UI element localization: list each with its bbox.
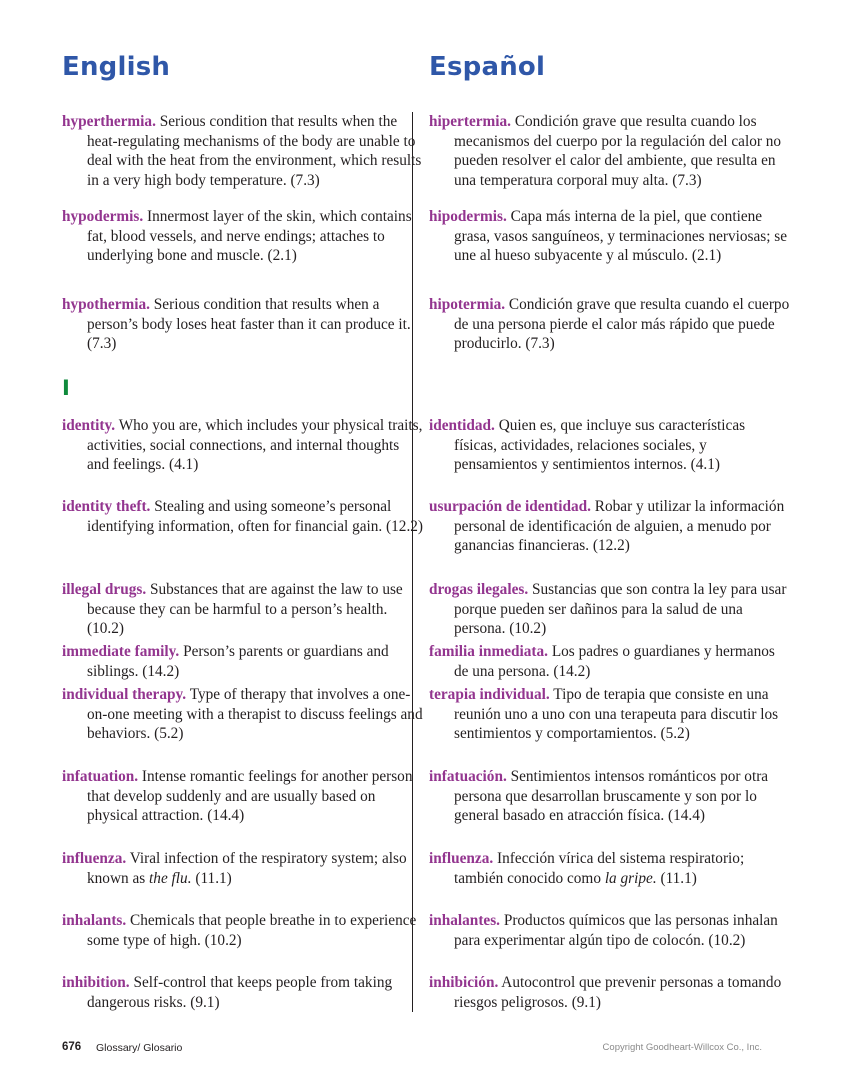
entry-definition: Intense romantic feelings for another person that develop suddenly and are usually based on physical attraction. (14.4): [87, 768, 413, 825]
entry-term: identidad.: [429, 417, 495, 434]
entry-definition: Serious condition that results when the heat-regulating mechanisms of the body are unable to deal with the heat from the environment, which results in a very high body temperature. (7.3): [87, 113, 422, 189]
entry-definition: Sustancias que son contra la ley para usar porque pueden ser dañinos para la salud de una persona. (10.2): [454, 581, 787, 638]
entry-definition: Quien es, que incluye sus características físicas, actividades, relaciones sociales, y pensamientos y sentimientos internos. (4.1): [454, 417, 746, 474]
glossary-entry-en: [62, 112, 423, 190]
entry-definition: Person’s parents or guardians and siblings. (14.2): [87, 643, 389, 680]
entry-term: inhalantes.: [429, 912, 500, 929]
entry-definition-italic: la gripe.: [604, 869, 657, 887]
entry-definition: Condición grave que resulta cuando el cuerpo de una persona pierde el calor más rápido que puede producirlo. (7.3): [454, 296, 790, 353]
entry-term: familia inmediata.: [429, 643, 548, 660]
glossary-entry-en: [62, 849, 423, 888]
glossary-entry-en: [62, 580, 423, 639]
entry-term: hyperthermia.: [62, 113, 156, 130]
glossary-entry-es: [429, 685, 790, 744]
entry-term: terapia individual.: [429, 686, 550, 703]
entry-definition: Who you are, which includes your physical traits, activities, social connections, and internal thoughts and feelings. (4.1): [87, 417, 423, 474]
glossary-entry-es: [429, 580, 790, 639]
english-heading: English: [62, 52, 171, 82]
glossary-entry-es: [429, 497, 790, 556]
entry-term: hypothermia.: [62, 296, 150, 313]
entry-definition: Chemicals that people breathe in to experience some type of high. (10.2): [87, 912, 417, 949]
glossary-entry-es: [429, 642, 790, 681]
entry-definition: Robar y utilizar la información personal de identificación de alguien, a menudo por ganancias financieras. (12.2): [454, 498, 785, 555]
entry-definition: Infección vírica del sistema respiratorio; también conocido como: [454, 850, 745, 887]
entry-term: hipertermia.: [429, 113, 511, 130]
entry-definition: Capa más interna de la piel, que contiene grasa, vasos sanguíneos, y terminaciones nerviosas; se une al hueso subyacente y al músculo. (2.1): [454, 208, 788, 265]
glossary-entry-es: [429, 849, 790, 888]
entry-definition: Tipo de terapia que consiste en una reunión uno a uno con una terapeuta para discutir los sentimientos y comportamientos. (5.2): [454, 686, 779, 743]
page-number: 676: [62, 1041, 82, 1053]
glossary-entry-en: [62, 295, 423, 354]
glossary-entry-es: [429, 416, 790, 475]
entry-term: immediate family.: [62, 643, 180, 660]
entry-term: influenza.: [429, 850, 494, 867]
glossary-entry-es: [429, 973, 790, 1012]
entry-term: inhibition.: [62, 974, 130, 991]
section-title: Glossary/ Glosario: [96, 1042, 183, 1054]
entry-definition: Type of therapy that involves a one-on-one meeting with a therapist to discuss feelings and behaviors. (5.2): [87, 686, 423, 743]
glossary-entry-en: [62, 497, 423, 536]
glossary-entry-es: [429, 112, 790, 190]
glossary-entry-en: [62, 416, 423, 475]
section-letter: I: [62, 376, 70, 400]
glossary-entry-en: [62, 642, 423, 681]
glossary-entry-en: [62, 207, 423, 266]
glossary-entry-es: [429, 295, 790, 354]
entry-term: infatuación.: [429, 768, 507, 785]
entry-definition-italic: the flu.: [149, 869, 192, 887]
entry-term: infatuation.: [62, 768, 139, 785]
entry-term: hipodermis.: [429, 208, 507, 225]
entry-definition-ref: (11.1): [660, 869, 697, 887]
entry-definition: Substances that are against the law to use because they can be harmful to a person’s health. (10.2): [87, 581, 403, 638]
glossary-entry-en: [62, 973, 423, 1012]
glossary-entry-en: [62, 911, 423, 950]
entry-definition: Productos químicos que las personas inhalan para experimentar algún tipo de colocón. (10.2): [454, 912, 778, 949]
entry-term: influenza.: [62, 850, 127, 867]
entry-term: hypodermis.: [62, 208, 144, 225]
entry-definition: Serious condition that results when a person’s body loses heat faster than it can produce it. (7.3): [87, 296, 411, 353]
entry-term: usurpación de identidad.: [429, 498, 591, 515]
entry-definition: Self-control that keeps people from taking dangerous risks. (9.1): [87, 974, 393, 1011]
entry-term: hipotermia.: [429, 296, 506, 313]
entry-term: illegal drugs.: [62, 581, 147, 598]
glossary-entry-es: [429, 767, 790, 826]
entry-term: inhibición.: [429, 974, 499, 991]
entry-definition: Stealing and using someone’s personal identifying information, often for financial gain. (12.2): [87, 498, 424, 535]
glossary-entry-en: [62, 685, 423, 744]
entry-term: identity theft.: [62, 498, 151, 515]
entry-term: drogas ilegales.: [429, 581, 529, 598]
spanish-heading: Español: [429, 52, 546, 82]
glossary-entry-es: [429, 911, 790, 950]
glossary-entry-es: [429, 207, 790, 266]
entry-definition-ref: (11.1): [195, 869, 232, 887]
entry-term: individual therapy.: [62, 686, 187, 703]
entry-definition: Autocontrol que prevenir personas a tomando riesgos peligrosos. (9.1): [454, 974, 782, 1011]
copyright: Copyright Goodheart-Willcox Co., Inc.: [602, 1042, 762, 1053]
entry-definition: Los padres o guardianes y hermanos de una persona. (14.2): [454, 643, 775, 680]
glossary-entry-en: [62, 767, 423, 826]
entry-definition: Innermost layer of the skin, which contains fat, blood vessels, and nerve endings; attaches to underlying bone and muscle. (2.1): [87, 208, 412, 265]
entry-term: inhalants.: [62, 912, 127, 929]
entry-definition: Viral infection of the respiratory system; also known as: [87, 850, 407, 887]
entry-term: identity.: [62, 417, 116, 434]
entry-definition: Sentimientos intensos románticos por otra persona que desarrollan bruscamente y son por lo general basado en atracción física. (14.4): [454, 768, 769, 825]
entry-definition: Condición grave que resulta cuando los mecanismos del cuerpo por la regulación del calor no pueden resolver el calor del ambiente, que resulta en una temperatura corporal muy alta. (7.3): [454, 113, 782, 189]
